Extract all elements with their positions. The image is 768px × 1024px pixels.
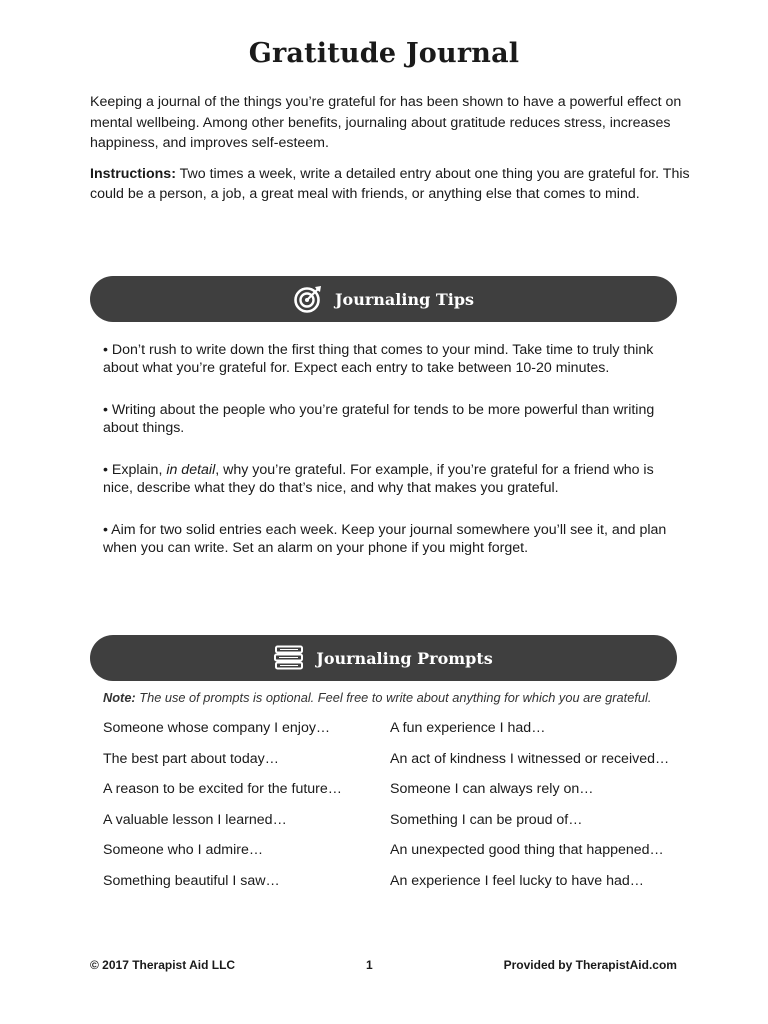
prompt-item: Something beautiful I saw… <box>103 872 280 889</box>
tip-text: • Explain, <box>103 462 167 478</box>
prompt-item: An unexpected good thing that happened… <box>390 842 664 858</box>
target-icon <box>293 284 323 314</box>
prompt-item: Someone I can always rely on… <box>390 781 594 797</box>
note-text: The use of prompts is optional. Feel free to write about anything for which you are grateful. <box>135 690 652 705</box>
tip-text: , why you’re grateful. For example, if you’re grateful for a friend who is nice, describe what they do that’s nice, and why that makes you grateful. <box>103 462 654 496</box>
tip-item: • Writing about the people who you’re grateful for tends to be more powerful than writing about things. <box>103 402 655 436</box>
prompt-item: A fun experience I had… <box>390 720 546 736</box>
tip-item: • Aim for two solid entries each week. Keep your journal somewhere you’ll see it, and plan when you can write. Set an alarm on your phone if you might forget. <box>103 522 667 556</box>
page-number: 1 <box>366 958 373 972</box>
prompts-banner <box>90 635 677 681</box>
prompt-item: The best part about today… <box>103 750 279 767</box>
tip-item <box>103 461 673 497</box>
tip-emphasis: in detail <box>166 462 216 478</box>
prompt-item: Someone who I admire… <box>103 842 264 858</box>
books-icon <box>274 645 304 671</box>
tips-banner <box>90 276 677 322</box>
prompts-note <box>103 690 651 705</box>
tip-item: • Don’t rush to write down the first thing that comes to your mind. Take time to truly think about what you’re grateful for. Expect each entry to take between 10-20 minutes. <box>103 342 654 376</box>
intro-paragraph: Keeping a journal of the things you’re grateful for has been shown to have a powerful effect on mental wellbeing. Among other benefits, journaling about gratitude reduces stress, increases happiness, and improves self-esteem. <box>90 94 682 151</box>
page-title: Gratitude Journal <box>248 38 520 69</box>
tips-title: Journaling Tips <box>334 289 475 309</box>
prompt-item: A valuable lesson I learned… <box>103 811 287 828</box>
provided-by-text: Provided by TherapistAid.com <box>503 958 677 972</box>
instructions-paragraph <box>90 164 690 205</box>
prompts-title: Journaling Prompts <box>316 648 493 668</box>
page-footer <box>90 958 677 972</box>
instructions-label: Instructions: <box>90 165 176 182</box>
prompt-item: Something I can be proud of… <box>390 811 583 828</box>
prompts-grid <box>103 719 693 890</box>
prompt-item: Someone whose company I enjoy… <box>103 720 331 736</box>
instructions-text: Two times a week, write a detailed entry about one thing you are grateful for. This could be a person, a job, a great meal with friends, or anything else that comes to mind. <box>90 165 690 202</box>
tips-list <box>103 341 673 581</box>
prompt-item: A reason to be excited for the future… <box>103 781 342 797</box>
intro-section <box>90 92 690 215</box>
prompt-item: An act of kindness I witnessed or received… <box>390 750 670 767</box>
note-label: Note: <box>103 690 136 705</box>
copyright-text: © 2017 Therapist Aid LLC <box>90 958 236 972</box>
prompt-item: An experience I feel lucky to have had… <box>390 872 644 889</box>
